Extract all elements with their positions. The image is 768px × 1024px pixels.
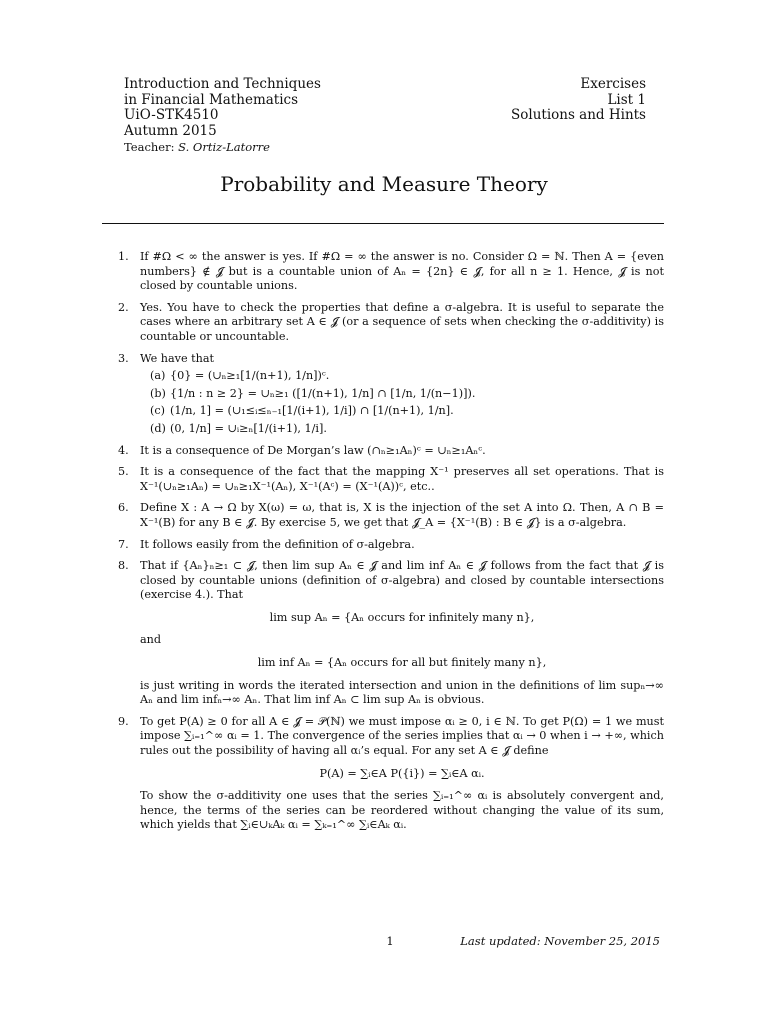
solution-item (102, 538, 664, 553)
course-title-line1: Introduction and Techniques (124, 76, 321, 92)
title-divider (102, 223, 664, 224)
solution-item (102, 559, 664, 708)
solution-item (102, 465, 664, 494)
sub-item (140, 369, 664, 384)
solution-item (102, 352, 664, 437)
item-number: 8. (118, 559, 129, 573)
solutions-list (102, 250, 664, 840)
sub-item-text: {1/n : n ≥ 2} = ∪ₙ≥₁ ([1/(n+1), 1/n] ∩ [1/n, 1/(n−1)]). (170, 386, 476, 400)
item-number: 9. (118, 714, 129, 728)
sub-item-label: (b) (150, 386, 166, 400)
display-equation: lim inf Aₙ = {Aₙ occurs for all but finitely many n}, (257, 656, 547, 670)
sub-item-text: {0} = (∪ₙ≥₁[1/(n+1), 1/n])ᶜ. (170, 369, 330, 383)
item-text: It is a consequence of the fact that the mapping X⁻¹ preserves all set operations. That is X⁻¹(∪ₙ≥₁Aₙ) = ∪ₙ≥₁X⁻¹(Aₙ), X⁻¹(Aᶜ) = (X⁻¹(A))ᶜ, etc.. (140, 465, 664, 493)
sub-item (140, 387, 664, 402)
last-updated: Last updated: November 25, 2015 (460, 934, 660, 948)
display-equation: P(A) = ∑ᵢ∈A P({i}) = ∑ᵢ∈A αᵢ. (319, 766, 485, 780)
sub-item-label: (a) (150, 369, 166, 383)
item-number: 6. (118, 501, 129, 515)
teacher-name: S. Ortiz-Latorre (178, 140, 270, 154)
teacher-line (124, 140, 321, 156)
item-text: We have that (140, 351, 215, 365)
sub-item-label: (c) (150, 404, 165, 418)
exercise-label: Exercises (580, 76, 646, 92)
list-label: List 1 (607, 91, 646, 108)
item-text: Define X : A → Ω by X(ω) = ω, that is, X is the injection of the set A into Ω. Then, A ∩ B = X⁻¹(B) for any B ∈ 𝓙. By exercise 5, we get that 𝓙_A = {X⁻¹(B) : B ∈ 𝓙} is a σ-algebra. (140, 501, 664, 529)
item-text: It is a consequence of De Morgan’s law (∩ₙ≥₁Aₙ)ᶜ = ∪ₙ≥₁Aₙᶜ. (140, 443, 486, 457)
item-text-connector: and (140, 633, 162, 647)
item-text: If #Ω < ∞ the answer is yes. If #Ω = ∞ the answer is no. Consider Ω = ℕ. Then A = {even numbers} ∉ 𝓙 but is a countable union of Aₙ = {2n} ∈ 𝓙, for all n ≥ 1. Hence, 𝓙 is not closed by countable unions. (140, 250, 664, 293)
solution-item (102, 715, 664, 833)
course-title-line2: in Financial Mathematics (124, 91, 299, 108)
item-text: To get P(A) ≥ 0 for all A ∈ 𝓙 = 𝒫(ℕ) we must impose αᵢ ≥ 0, i ∈ ℕ. To get P(Ω) = 1 we must impose ∑ᵢ₌₁^∞ αᵢ = 1. The convergence of the series implies that αᵢ → 0 when i → +∞, which rules out the possibility of having all αᵢ’s equal. For any set A ∈ 𝓙 define (140, 714, 664, 758)
solution-item (102, 501, 664, 530)
solution-item (102, 444, 664, 459)
display-equation: lim sup Aₙ = {Aₙ occurs for infinitely many n}, (269, 610, 535, 624)
teacher-label: Teacher: (124, 140, 175, 154)
sub-item-text: (0, 1/n] = ∪ᵢ≥ₙ[1/(i+1), 1/i]. (170, 421, 327, 435)
item-number: 7. (118, 537, 129, 551)
item-number: 3. (118, 351, 129, 365)
course-header (124, 77, 321, 156)
sub-item-text: (1/n, 1] = (∪₁≤ᵢ≤ₙ₋₁[1/(i+1), 1/i]) ∩ [1/(n+1), 1/n]. (170, 404, 454, 418)
solution-item (102, 301, 664, 345)
item-text: Yes. You have to check the properties that define a σ-algebra. It is useful to separate the cases where an arbitrary set A ∈ 𝓙 (or a sequence of sets when checking the σ-additivity) is countable or uncountable. (140, 300, 664, 343)
item-text: That if {Aₙ}ₙ≥₁ ⊂ 𝓙, then lim sup Aₙ ∈ 𝓙 and lim inf Aₙ ∈ 𝓙 follows from the fact that 𝓙 is closed by countable unions (definition of σ-algebra) and closed by countable intersections (exercise 4.). That (140, 559, 664, 602)
item-text-tail: is just writing in words the iterated intersection and union in the definitions of lim supₙ→∞ Aₙ and lim infₙ→∞ Aₙ. That lim inf Aₙ ⊂ lim sup Aₙ is obvious. (140, 678, 664, 707)
exercise-header (511, 77, 646, 124)
course-term: Autumn 2015 (124, 122, 217, 139)
page-title: Probability and Measure Theory (220, 172, 548, 196)
item-text-tail: To show the σ-additivity one uses that the series ∑ᵢ₌₁^∞ αᵢ is absolutely convergent and, hence, the terms of the series can be reordered without changing the value of its sum, which yields that ∑ᵢ∈∪ₖAₖ αᵢ = ∑ₖ₌₁^∞ ∑ᵢ∈Aₖ αᵢ. (140, 789, 664, 832)
item-number: 2. (118, 300, 129, 314)
sub-item (140, 422, 664, 437)
page-number: 1 (386, 934, 394, 948)
item-text: It follows easily from the definition of σ-algebra. (140, 537, 415, 551)
item-number: 1. (118, 250, 129, 263)
sub-item-label: (d) (150, 421, 166, 435)
item-number: 5. (118, 465, 129, 479)
item-number: 4. (118, 443, 129, 457)
course-code: UiO-STK4510 (124, 107, 219, 123)
solution-item (102, 250, 664, 294)
sub-item (140, 404, 664, 419)
solutions-label: Solutions and Hints (511, 107, 646, 123)
